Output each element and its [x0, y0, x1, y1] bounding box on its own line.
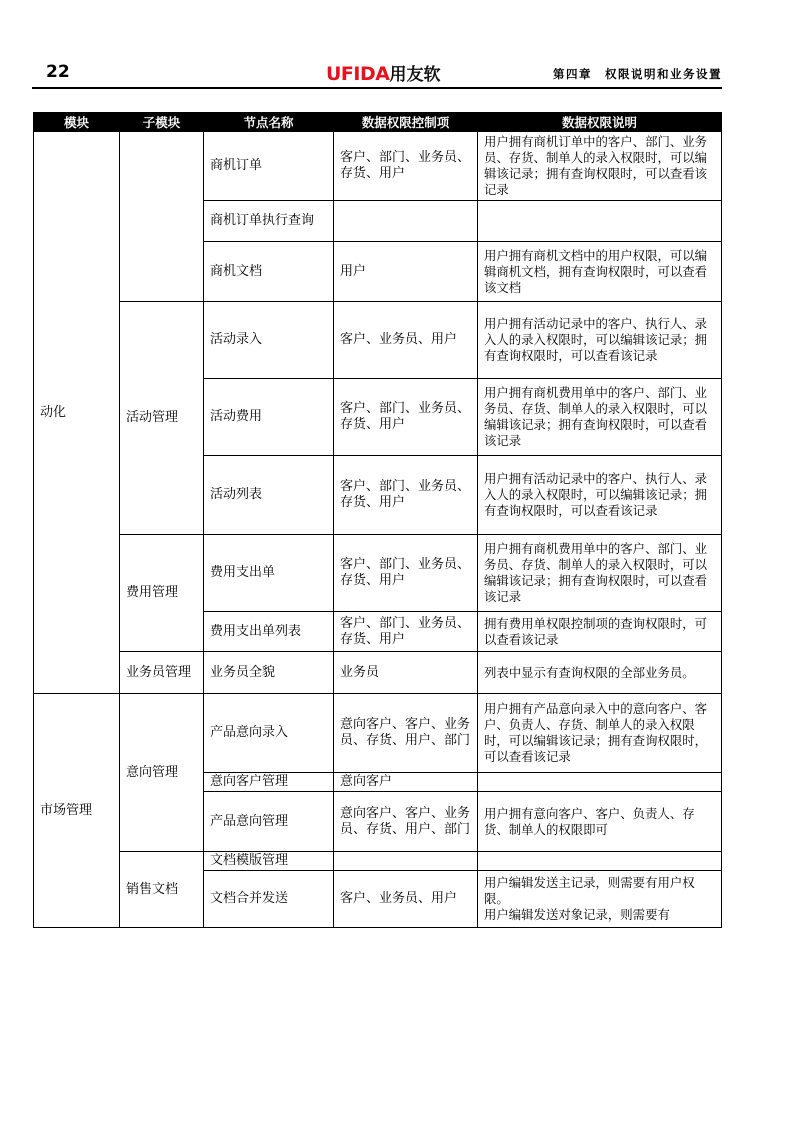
- brand-cn: 用友软: [389, 65, 441, 85]
- control-cell: 客户、业务员、用户: [334, 302, 478, 379]
- header-rule: [32, 87, 722, 89]
- table-row: [34, 302, 722, 379]
- submodule-cell: 销售文档: [120, 852, 204, 928]
- node-cell: 业务员全貌: [204, 652, 334, 694]
- control-cell: [334, 852, 478, 871]
- node-cell: 活动费用: [204, 379, 334, 456]
- desc-cell: 用户拥有商机订单中的客户、部门、业务员、存货、制单人的录入权限时，可以编辑该记录；拥有查询权限时，可以查看该记录: [478, 132, 722, 201]
- table-row: [34, 694, 722, 773]
- control-cell: [334, 201, 478, 242]
- desc-cell: 用户拥有活动记录中的客户、执行人、录入人的录入权限时，可以编辑该记录；拥有查询权限时，可以查看该记录: [478, 302, 722, 379]
- node-cell: 商机订单: [204, 132, 334, 201]
- brand-latin: UFIDA: [326, 63, 390, 85]
- page-header: [32, 56, 722, 90]
- desc-cell: [478, 852, 722, 871]
- permission-table: [33, 112, 722, 928]
- module-cell: 市场管理: [34, 694, 120, 928]
- control-cell: 业务员: [334, 652, 478, 694]
- control-cell: 意向客户: [334, 773, 478, 792]
- chapter-title: 第四章 权限说明和业务设置: [553, 67, 722, 81]
- desc-cell: 拥有费用单权限控制项的查询权限时，可以查看该记录: [478, 612, 722, 652]
- col-header-submodule: 子模块: [120, 113, 204, 132]
- control-cell: 客户、部门、业务员、存货、用户: [334, 612, 478, 652]
- desc-cell: 用户拥有活动记录中的客户、执行人、录入人的录入权限时，可以编辑该记录；拥有查询权限时，可以查看该记录: [478, 456, 722, 535]
- col-header-desc: 数据权限说明: [478, 113, 722, 132]
- table-row: [34, 535, 722, 612]
- control-cell: 客户、部门、业务员、存货、用户: [334, 379, 478, 456]
- table-row: [34, 132, 722, 201]
- submodule-cell: 活动管理: [120, 302, 204, 535]
- desc-cell: 列表中显示有查询权限的全部业务员。: [478, 652, 722, 694]
- desc-cell: 用户拥有产品意向录入中的意向客户、客户、负责人、存货、制单人的录入权限时，可以编辑该记录；拥有查询权限时，可以查看该记录: [478, 694, 722, 773]
- node-cell: 意向客户管理: [204, 773, 334, 792]
- control-cell: 客户、部门、业务员、存货、用户: [334, 535, 478, 612]
- node-cell: 费用支出单列表: [204, 612, 334, 652]
- desc-cell: [478, 201, 722, 242]
- node-cell: 活动列表: [204, 456, 334, 535]
- col-header-module: 模块: [34, 113, 120, 132]
- control-cell: 意向客户、客户、业务员、存货、用户、部门: [334, 694, 478, 773]
- col-header-node: 节点名称: [204, 113, 334, 132]
- table-row: [34, 652, 722, 694]
- desc-cell: 用户拥有商机文档中的用户权限，可以编辑商机文档，拥有查询权限时，可以查看该文档: [478, 242, 722, 302]
- desc-cell: [478, 773, 722, 792]
- control-cell: 客户、业务员、用户: [334, 871, 478, 928]
- control-cell: 意向客户、客户、业务员、存货、用户、部门: [334, 792, 478, 852]
- submodule-cell: 业务员管理: [120, 652, 204, 694]
- control-cell: 用户: [334, 242, 478, 302]
- desc-cell: 用户拥有商机费用单中的客户、部门、业务员、存货、制单人的录入权限时，可以编辑该记录；拥有查询权限时，可以查看该记录: [478, 535, 722, 612]
- desc-cell: 用户拥有意向客户、客户、负责人、存货、制单人的权限即可: [478, 792, 722, 852]
- node-cell: 商机订单执行查询: [204, 201, 334, 242]
- node-cell: 产品意向录入: [204, 694, 334, 773]
- node-cell: 商机文档: [204, 242, 334, 302]
- table-header-row: [34, 113, 722, 132]
- node-cell: 产品意向管理: [204, 792, 334, 852]
- node-cell: 费用支出单: [204, 535, 334, 612]
- submodule-cell: [120, 132, 204, 302]
- node-cell: 文档模版管理: [204, 852, 334, 871]
- brand-logo: [326, 60, 440, 85]
- table-row: [34, 852, 722, 871]
- control-cell: 客户、部门、业务员、存货、用户: [334, 456, 478, 535]
- control-cell: 客户、部门、业务员、存货、用户: [334, 132, 478, 201]
- module-cell: 动化: [34, 132, 120, 694]
- col-header-control: 数据权限控制项: [334, 113, 478, 132]
- desc-cell: 用户编辑发送主记录，则需要有用户权限。 用户编辑发送对象记录，则需要有: [478, 871, 722, 928]
- page-number: 22: [46, 62, 70, 82]
- submodule-cell: 费用管理: [120, 535, 204, 652]
- node-cell: 文档合并发送: [204, 871, 334, 928]
- desc-cell: 用户拥有商机费用单中的客户、部门、业务员、存货、制单人的录入权限时，可以编辑该记录；拥有查询权限时，可以查看该记录: [478, 379, 722, 456]
- submodule-cell: 意向管理: [120, 694, 204, 852]
- node-cell: 活动录入: [204, 302, 334, 379]
